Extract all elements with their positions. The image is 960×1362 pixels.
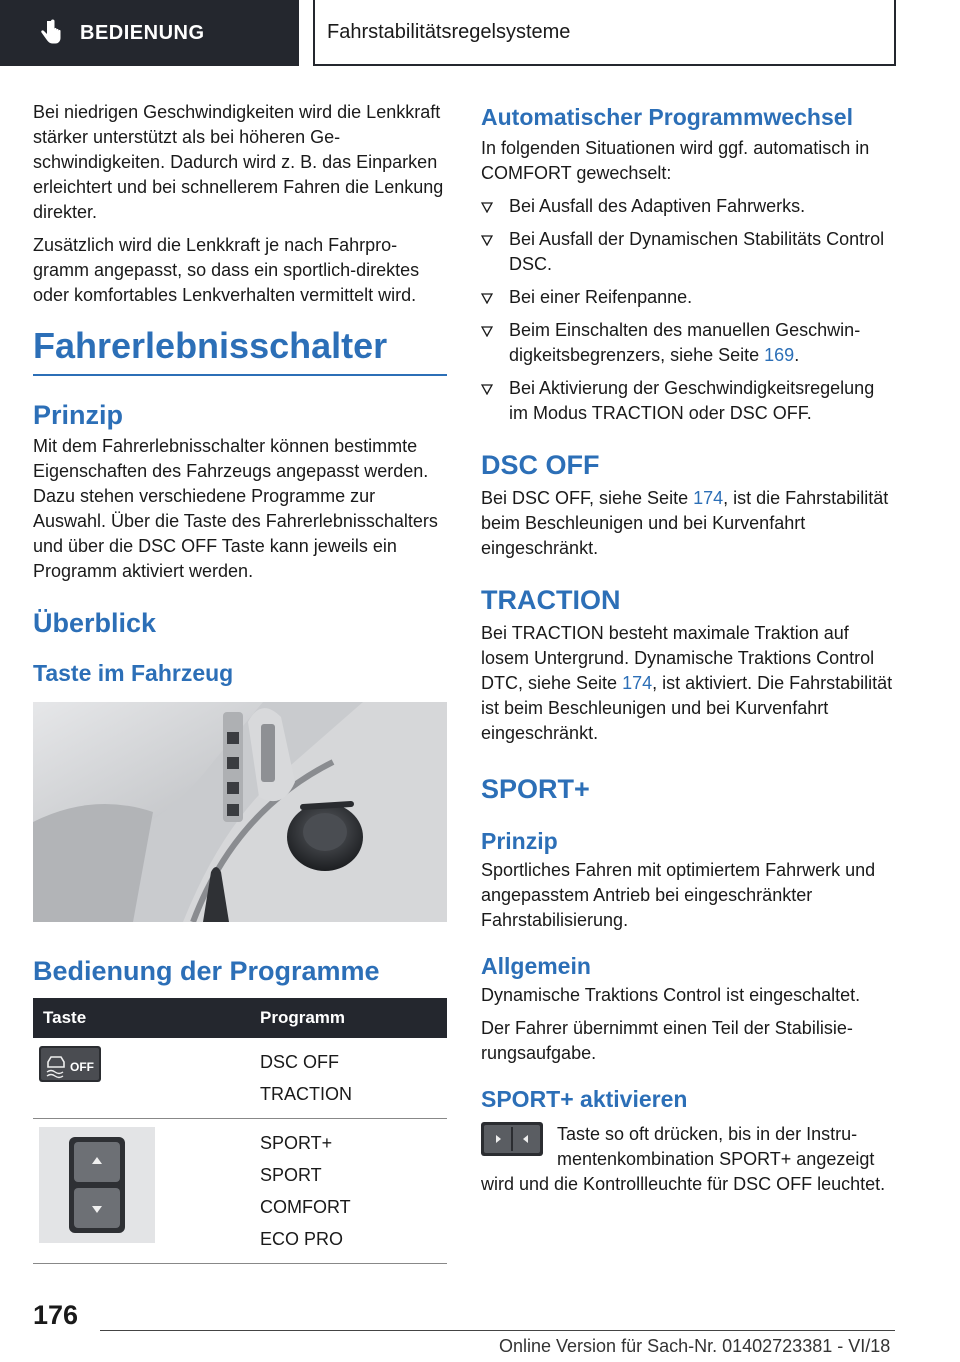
allgemein-heading: Allgemein	[481, 953, 591, 979]
list-item: Bei Aktivierung der Geschwindigkeitsregelung im Modus TRACTION oder DSC OFF.	[481, 376, 895, 426]
vehicle-console-photo	[33, 702, 447, 922]
triangle-bullet-icon	[481, 234, 493, 246]
table-row	[33, 1119, 447, 1264]
section-label: BEDIENUNG	[80, 21, 205, 44]
dsc-button-text: OFF	[70, 1060, 94, 1074]
prinzip-heading: Prinzip	[33, 400, 124, 430]
sport-plus-prinzip-text: Sportliches Fahren mit optimiertem Fahrwerk und angepasstem Antrieb bei eingeschränkter Fahrstabilisierung.	[481, 860, 876, 930]
list-item: Bei einer Reifenpanne.	[481, 285, 895, 310]
list-item: Beim Einschalten des manuellen Geschwindigkeitsbegrenzers, siehe Seite 169.	[481, 318, 895, 368]
intro-paragraph-2: Zusätzlich wird die Lenkkraft je nach Fahrprogramm angepasst, so dass ein sportlich-direktes oder komfortables Lenkverhalten vermittelt wird.	[33, 235, 420, 305]
dsc-off-text: Bei DSC OFF, siehe Seite 174, ist die Fahrstabilität beim Beschleunigen und bei Kurvenfahrt eingeschränkt.	[481, 488, 889, 558]
table-header-programm: Programm	[250, 998, 447, 1038]
hand-icon	[36, 18, 66, 48]
program-sport-plus: SPORT+	[260, 1133, 333, 1153]
triangle-bullet-icon	[481, 201, 493, 213]
prinzip-text: Mit dem Fahrerlebnisschalter können bestimmte Eigenschaften des Fahrzeugs angepasst werden. Dazu stehen verschiedene Programme zur Auswahl. Über die Taste des Fahrerlebnisschalters und über die DSC OFF Taste kann jeweils ein Programm aktiviert werden.	[33, 436, 438, 581]
allgemein-text-2: Der Fahrer übernimmt einen Teil der Stabilisierungsaufgabe.	[481, 1018, 853, 1063]
chapter-title: Fahrstabilitätsregelsysteme	[313, 0, 896, 66]
triangle-bullet-icon	[481, 292, 493, 304]
switch-button-icon	[481, 1122, 543, 1156]
sport-plus-heading: SPORT+	[481, 774, 590, 804]
auto-heading: Automatischer Programmwechsel	[481, 104, 853, 130]
sport-plus-activate-heading: SPORT+ aktivieren	[481, 1086, 688, 1112]
program-comfort: COMFORT	[260, 1197, 351, 1217]
programs-table	[33, 998, 447, 1264]
page-link-169[interactable]: 169	[764, 345, 795, 365]
program-sport: SPORT	[260, 1165, 322, 1185]
list-item: Bei Ausfall des Adaptiven Fahrwerks.	[481, 194, 895, 219]
page-header	[0, 0, 960, 66]
activate-block	[481, 1116, 895, 1197]
auto-text: In folgenden Situationen wird ggf. automatisch in COMFORT gewechselt:	[481, 138, 870, 183]
auto-switch-list	[481, 194, 895, 426]
page-number: 176	[33, 1300, 79, 1330]
list-item: Bei Ausfall der Dynamischen Stabilitäts Control DSC.	[481, 227, 895, 277]
table-row	[33, 1038, 447, 1119]
allgemein-text-1: Dynamische Traktions Control ist eingeschaltet.	[481, 985, 861, 1005]
right-column	[481, 102, 895, 1205]
triangle-bullet-icon	[481, 383, 493, 395]
triangle-bullet-icon	[481, 325, 493, 337]
page-link-174[interactable]: 174	[693, 488, 724, 508]
activate-text: Taste so oft drücken, bis in der Instrumentenkombination SPORT+ angezeigt wird und die Kontrollleuchte für DSC OFF leuchtet.	[481, 1124, 886, 1194]
ueberblick-heading: Überblick	[33, 608, 157, 638]
section-tab	[0, 0, 299, 66]
footer-divider	[100, 1330, 895, 1331]
program-eco-pro: ECO PRO	[260, 1229, 344, 1249]
intro-paragraph-1: Bei niedrigen Geschwindigkeiten wird die Lenkkraft stärker unterstützt als bei höheren Geschwindigkeiten. Dadurch wird z. B. das Einparken erleichtert und bei schnellerem Fahren die Lenkung direkter.	[33, 102, 444, 222]
dsc-off-button-icon	[39, 1046, 101, 1082]
console-illustration	[33, 702, 447, 922]
left-column	[33, 100, 447, 1264]
driving-experience-switch-icon	[39, 1127, 155, 1243]
program-traction: TRACTION	[260, 1084, 352, 1104]
program-dsc-off: DSC OFF	[260, 1052, 339, 1072]
bedienung-heading: Bedienung der Programme	[33, 956, 380, 986]
dsc-off-heading: DSC OFF	[481, 450, 600, 480]
traction-heading: TRACTION	[481, 585, 621, 615]
footer-online-version: Online Version für Sach-Nr. 01402723381 - VI/18	[499, 1336, 891, 1356]
taste-heading: Taste im Fahrzeug	[33, 660, 234, 686]
page-link-174[interactable]: 174	[622, 673, 653, 693]
sport-plus-prinzip-heading: Prinzip	[481, 828, 558, 854]
main-heading: Fahrerlebnisschalter	[33, 324, 447, 376]
table-header-taste: Taste	[33, 998, 250, 1038]
traction-text: Bei TRACTION besteht maximale Traktion auf losem Untergrund. Dynamische Traktions Control DTC, siehe Seite 174, ist aktiviert. Die Fahrstabilität ist beim Beschleunigen und bei Kurvenfahrt eingeschränkt.	[481, 623, 893, 743]
